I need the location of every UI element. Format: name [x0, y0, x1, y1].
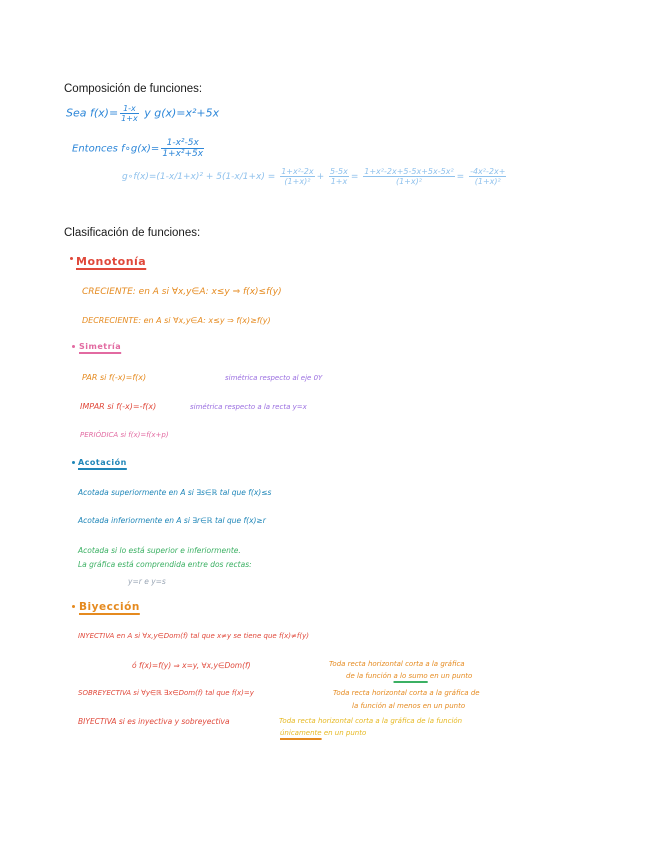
biyectiva-def: BIYECTIVA si es inyectiva y sobreyectiva	[78, 717, 230, 726]
sobreyectiva-note-1: Toda recta horizontal corta a la gráfica de	[333, 689, 480, 697]
impar-note: simétrica respecto a la recta y=x	[190, 403, 307, 411]
acotada-def: Acotada si lo está superior e inferiormente.	[78, 546, 241, 555]
inyectiva-note-2: de la función a lo sumo en un punto	[346, 672, 473, 680]
bullet-dot	[72, 345, 75, 348]
bullet-dot	[72, 605, 75, 608]
periodica-def: PERIÓDICA si f(x)=f(x+p)	[80, 431, 169, 439]
heading-clasificacion: Clasificación de funciones:	[64, 227, 201, 239]
heading-composicion: Composición de funciones:	[64, 83, 203, 95]
acotada-rectas: y=r e y=s	[128, 577, 166, 586]
impar-def: IMPAR si f(-x)=-f(x)	[80, 402, 157, 411]
bullet-dot	[70, 257, 73, 260]
biyectiva-note-2: únicamente en un punto	[280, 729, 367, 737]
sobreyectiva-def: SOBREYECTIVA si ∀y∈ℝ ∃x∈Dom(f) tal que f(x)=y	[78, 689, 254, 697]
par-def: PAR si f(-x)=f(x)	[82, 373, 147, 382]
par-note: simétrica respecto al eje 0Y	[225, 374, 323, 382]
monotonia-title: Monotonía	[76, 255, 147, 268]
inyectiva-def: INYECTIVA en A si ∀x,y∈Dom(f) tal que x≠y se tiene que f(x)≠f(y)	[78, 632, 309, 640]
composition-definition: Sea f(x)= $\frac{1-x}{1+x}$ y g(x)=x²+5x	[66, 104, 220, 123]
sobreyectiva-note-2: la función al menos en un punto	[352, 702, 466, 710]
creciente-def: CRECIENTE: en A si ∀x,y∈A: x≤y ⇒ f(x)≤f(y)	[82, 287, 282, 297]
inyectiva-alt: ó f(x)=f(y) ⇒ x=y, ∀x,y∈Dom(f)	[132, 661, 251, 670]
biyectiva-note-1: Toda recta horizontal corta a la gráfica de la función	[279, 717, 463, 725]
simetria-title: Simetría	[79, 342, 122, 351]
acotada-sup-def: Acotada superiormente en A si ∃s∈ℝ tal que f(x)≤s	[78, 488, 272, 497]
bullet-dot	[72, 461, 75, 464]
acotacion-title: Acotación	[78, 458, 127, 467]
composition-gof: g∘f(x)=(1-x/1+x)² + 5(1-x/1+x) = $\frac{\text{1+x²-2x}}{\text{(1+x)²}}$ + $\frac{5-5x}{1+x}$ = $\frac{\text{1+x²-2x+5-5x+5x-5x²}}{\text{(1+x)²}}$ = $\frac{\text{-4x²-2x+}}{\text{(1+x)²}}$	[122, 167, 506, 186]
acotada-grafica: La gráfica está comprendida entre dos rectas:	[78, 560, 252, 569]
composition-fog: Entonces f∘g(x)= $\frac{\text{1-x²-5x}}{\text{1+x²+5x}}$	[72, 138, 204, 159]
decreciente-def: DECRECIENTE: en A si ∀x,y∈A: x≤y ⇒ f(x)≥f(y)	[82, 316, 271, 325]
biyeccion-title: Biyección	[79, 601, 140, 613]
acotada-inf-def: Acotada inferiormente en A si ∃r∈ℝ tal que f(x)≥r	[78, 516, 266, 525]
inyectiva-note-1: Toda recta horizontal corta a la gráfica	[329, 660, 465, 668]
